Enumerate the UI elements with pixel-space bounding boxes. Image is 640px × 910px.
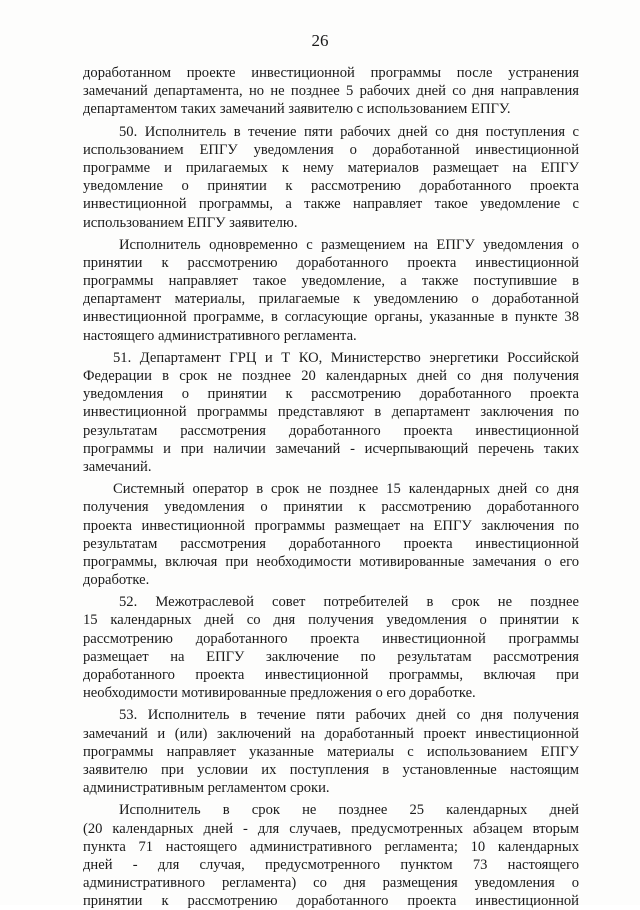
- text-line: Системный оператор в срок не позднее 15 календарных дней со дня: [113, 481, 579, 498]
- text-line: дней - для случая, предусмотренного пунктом 73 настоящего: [83, 856, 579, 873]
- text-line: департаментом таких замечаний заявителю с использованием ЕПГУ.: [83, 101, 511, 118]
- text-line: результатам рассмотрения доработанного проекта инвестиционной: [83, 535, 579, 552]
- text-line: доработанном проекте инвестиционной программы после устранения: [83, 65, 579, 81]
- text-line: заявителю при условии их поступления в установленные настоящим: [83, 761, 579, 778]
- text-line: принятии к рассмотрению доработанного проекта инвестиционной: [83, 254, 579, 271]
- text-line: использованием ЕПГУ уведомления о доработанной инвестиционной: [83, 141, 579, 158]
- text-line: 15 календарных дней со дня получения уведомления о принятии к: [83, 612, 579, 629]
- text-line: замечаний департамента, но не позднее 5 рабочих дней со дня направления: [83, 83, 579, 100]
- text-line: принятии к рассмотрению доработанного проекта инвестиционной: [83, 893, 579, 910]
- text-line: использованием ЕПГУ заявителю.: [83, 214, 298, 231]
- text-line: инвестиционной программе, в согласующие органы, указанные в пункте 38: [83, 309, 579, 326]
- text-line: Исполнитель в срок не позднее 25 календарных дней: [119, 802, 579, 819]
- text-line: настоящего административного регламента.: [83, 327, 357, 344]
- text-line: замечаний.: [83, 458, 152, 475]
- text-line: уведомление о принятии к рассмотрению доработанного проекта: [83, 178, 579, 195]
- text-line: 53. Исполнитель в течение пяти рабочих дней со дня получения: [119, 707, 579, 724]
- paragraph: [83, 480, 579, 589]
- text-line: результатам рассмотрения доработанного проекта инвестиционной: [83, 422, 579, 439]
- text-line: доработке.: [83, 572, 150, 589]
- paragraph: [83, 706, 579, 797]
- text-line: программы, включая при необходимости мотивированные замечания о его: [83, 553, 579, 570]
- text-line: уведомления о принятии к рассмотрению доработанного проекта: [83, 386, 579, 403]
- paragraph: [83, 64, 579, 119]
- text-line: инвестиционной программы представляют в департамент заключения по: [83, 404, 579, 421]
- text-line: программы и при наличии замечаний - исчерпывающий перечень таких: [83, 440, 579, 457]
- paragraph: [83, 593, 579, 702]
- text-line: замечаний и (или) заключений на доработанный проект инвестиционной: [83, 725, 579, 742]
- text-line: 50. Исполнитель в течение пяти рабочих дней со дня поступления с: [119, 123, 579, 140]
- text-line: (20 календарных дней - для случаев, предусмотренных абзацем вторым: [83, 820, 579, 837]
- text-line: инвестиционной программы, а также направляет такое уведомление с: [83, 196, 579, 213]
- text-line: пункта 71 настоящего административного регламента; 10 календарных: [83, 838, 579, 855]
- page-number: 26: [311, 31, 329, 50]
- paragraph: [83, 236, 579, 345]
- text-line: административным регламентом сроки.: [83, 780, 330, 797]
- text-line: департамент материалы, прилагаемые к уведомлению о доработанной: [83, 291, 579, 308]
- text-line: 51. Департамент ГРЦ и Т КО, Министерство энергетики Российской: [113, 349, 579, 366]
- paragraph: [83, 349, 579, 476]
- text-line: проекта инвестиционной программы размещает на ЕПГУ заключения по: [83, 517, 579, 534]
- document-body: [83, 64, 579, 910]
- text-line: программе и прилагаемых к нему материалов размещает на ЕПГУ: [83, 159, 579, 176]
- text-line: рассмотрению доработанного проекта инвестиционной программы: [83, 630, 579, 647]
- text-line: программы направляет такое уведомление, а также поступившие в: [83, 273, 579, 290]
- text-line: размещает на ЕПГУ заключение по результатам рассмотрения: [83, 648, 579, 665]
- text-line: Федерации в срок не позднее 20 календарных дней со дня получения: [83, 368, 579, 384]
- paragraph: [83, 123, 579, 232]
- text-line: получения уведомления о принятии к рассмотрению доработанного: [83, 499, 579, 516]
- text-line: программы направляет указанные материалы с использованием ЕПГУ: [83, 743, 579, 760]
- text-line: 52. Межотраслевой совет потребителей в срок не позднее: [119, 594, 579, 611]
- text-line: административного регламента) со дня размещения уведомления о: [83, 875, 579, 892]
- text-line: доработанного проекта инвестиционной программы, включая при: [83, 667, 579, 683]
- text-line: Исполнитель одновременно с размещением на ЕПГУ уведомления о: [119, 236, 579, 253]
- paragraph: [83, 801, 579, 910]
- text-line: необходимости мотивированные предложения о его доработке.: [83, 685, 476, 702]
